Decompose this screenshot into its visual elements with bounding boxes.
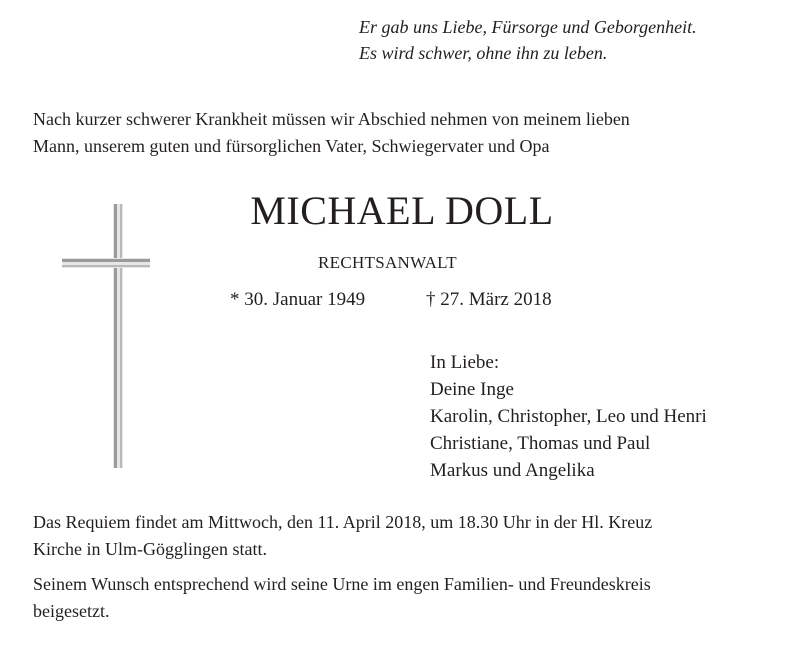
cross-horizontal-line-b	[62, 265, 150, 267]
mourner-line: Deine Inge	[430, 379, 514, 400]
requiem-line-2: Kirche in Ulm-Gögglingen statt.	[33, 539, 267, 559]
cross-vertical-line-b	[120, 204, 122, 468]
burial-line-2: beigesetzt.	[33, 601, 110, 621]
cross-vertical-line-a	[114, 204, 117, 468]
intro-line-2: Mann, unserem guten und fürsorglichen Vater, Schwiegervater und Opa	[33, 136, 550, 156]
burial-notice	[33, 571, 778, 625]
intro-line-1: Nach kurzer schwerer Krankheit müssen wir Abschied nehmen von meinem lieben	[33, 109, 630, 129]
cross-horizontal-line-a	[62, 259, 150, 262]
deceased-profession: RECHTSANWALT	[318, 253, 457, 272]
mourners-list	[430, 349, 707, 484]
birth-date: * 30. Januar 1949	[230, 289, 366, 310]
requiem-notice	[33, 509, 778, 563]
mourner-line: Christiane, Thomas und Paul	[430, 433, 651, 454]
deceased-name-text: MICHAEL DOLL	[250, 188, 554, 233]
intro-text	[33, 106, 778, 160]
cross-graphic	[60, 200, 150, 470]
death-date: † 27. März 2018	[426, 289, 552, 310]
mourner-line: Karolin, Christopher, Leo und Henri	[430, 406, 707, 427]
cross-icon	[60, 200, 150, 470]
burial-line-1: Seinem Wunsch entsprechend wird seine Urne im engen Familien- und Freundeskreis	[33, 574, 651, 594]
mourner-line: Markus und Angelika	[430, 460, 595, 481]
motto-line-1: Er gab uns Liebe, Fürsorge und Geborgenheit.	[359, 17, 697, 37]
requiem-line-1: Das Requiem findet am Mittwoch, den 11. April 2018, um 18.30 Uhr in der Hl. Kreuz	[33, 512, 653, 532]
mourners-heading: In Liebe:	[430, 352, 500, 373]
motto-quote	[359, 14, 697, 66]
motto-line-2: Es wird schwer, ohne ihn zu leben.	[359, 43, 608, 63]
